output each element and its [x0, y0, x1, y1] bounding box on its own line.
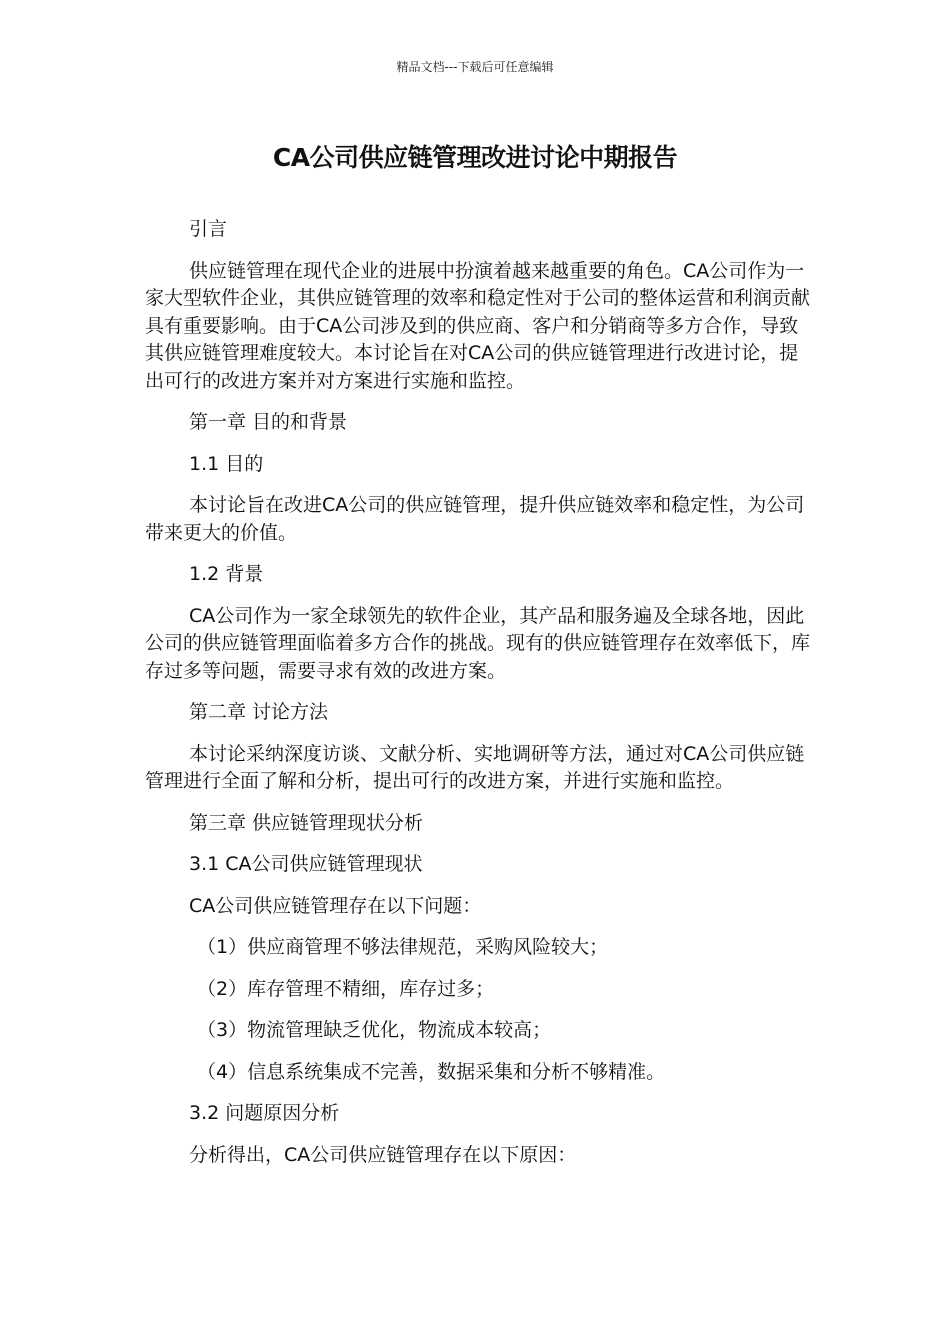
- page-header: 精品文档---下载后可任意编辑: [396, 60, 554, 74]
- intro-heading: 引言: [189, 218, 228, 240]
- list-item: （3）物流管理缺乏优化，物流成本较高；: [197, 1019, 552, 1041]
- section-3-1-intro: CA公司供应链管理存在以下问题：: [189, 894, 482, 917]
- list-item: （4）信息系统集成不完善，数据采集和分析不够精准。: [197, 1060, 666, 1083]
- section-1-2-heading: 1.2 背景: [189, 563, 264, 585]
- section-1-1-paragraph: 本讨论旨在改进CA公司的供应链管理，提升供应链效率和稳定性，为公司带来更大的价值。: [145, 494, 805, 544]
- list-item: （2）库存管理不精细，库存过多；: [197, 977, 495, 1000]
- document-title: CA公司供应链管理改进讨论中期报告: [272, 143, 678, 172]
- chapter-2-heading: 第二章 讨论方法: [189, 701, 329, 723]
- list-item: （1）供应商管理不够法律规范，采购风险较大；: [197, 936, 609, 958]
- chapter-2-paragraph: 本讨论采纳深度访谈、文献分析、实地调研等方法，通过对CA公司供应链管理进行全面了解和分析，提出可行的改进方案，并进行实施和监控。: [145, 742, 805, 792]
- intro-paragraph: 供应链管理在现代企业的进展中扮演着越来越重要的角色。CA公司作为一家大型软件企业，其供应链管理的效率和稳定性对于公司的整体运营和利润贡献具有重要影响。由于CA公司涉及到的供应商、客户和分销商等多方合作，导致其供应链管理难度较大。本讨论旨在对CA公司的供应链管理进行改进讨论，提出可行的改进方案并对方案进行实施和监控。: [145, 259, 811, 392]
- section-1-1-heading: 1.1 目的: [189, 452, 264, 475]
- section-1-2-paragraph: CA公司作为一家全球领先的软件企业，其产品和服务遍及全球各地，因此公司的供应链管理面临着多方合作的挑战。现有的供应链管理存在效率低下，库存过多等问题，需要寻求有效的改进方案。: [145, 604, 811, 682]
- section-3-2-heading: 3.2 问题原因分析: [189, 1102, 340, 1124]
- document-body: [145, 216, 810, 1183]
- section-3-2-intro: 分析得出，CA公司供应链管理存在以下原因：: [189, 1143, 577, 1166]
- section-3-1-heading: 3.1 CA公司供应链管理现状: [189, 853, 423, 875]
- chapter-1-heading: 第一章 目的和背景: [189, 411, 348, 433]
- chapter-3-heading: 第三章 供应链管理现状分析: [189, 811, 424, 834]
